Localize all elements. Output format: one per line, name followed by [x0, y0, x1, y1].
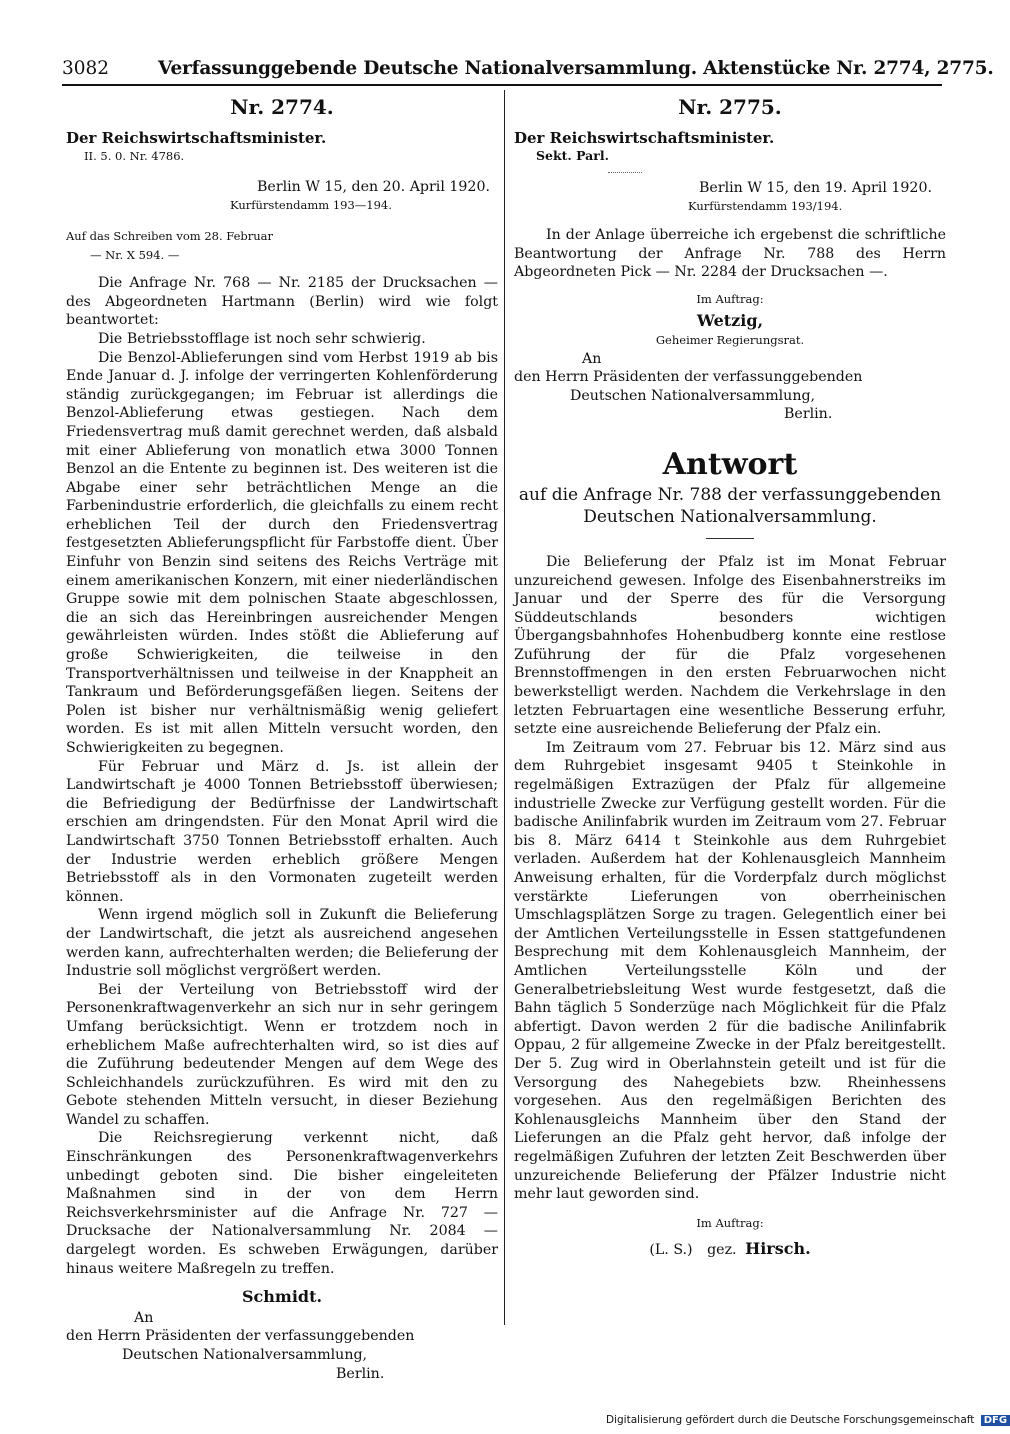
date-line: Berlin W 15, den 20. April 1920. — [257, 178, 490, 195]
footer-text: Digitalisierung gefördert durch die Deutsche Forschungsgemeinschaft — [606, 1414, 975, 1426]
reference-number: II. 5. 0. Nr. 4786. — [84, 149, 185, 164]
reference-letter: Auf das Schreiben vom 28. Februar — [66, 228, 274, 243]
running-title: Verfassunggebende Deutsche Nationalversammlung. Aktenstücke Nr. 2774, 2775. — [158, 58, 994, 79]
body-paragraph: Für Februar und März d. Js. ist allein der Landwirtschaft je 4000 Tonnen Betriebsstoff überwiesen; die Befriedigung der Bedürfnisse der Landwirtschaft erschien am dringendsten. Für den Monat April wird die Landwirtschaft 3750 Tonnen Betriebsstoff erhalten. Auch der Industrie werden erheblich größere Mengen Betriebsstoff als in den Vormonaten zugeteilt werden können. — [66, 758, 498, 905]
reference-letter-number: — Nr. X 594. — — [90, 247, 180, 262]
column-divider — [504, 90, 505, 1325]
separator — [608, 172, 642, 173]
antwort-subtitle: Deutschen Nationalversammlung. — [583, 506, 877, 527]
reference-section: Sekt. Parl. — [536, 148, 609, 164]
address-line: Kurfürstendamm 193—194. — [230, 198, 392, 213]
recipient-line: den Herrn Präsidenten der verfassunggebenden — [514, 369, 863, 386]
recipient-line: den Herrn Präsidenten der verfassunggebenden — [66, 1328, 415, 1345]
recipient-line: Deutschen Nationalversammlung, — [570, 387, 816, 404]
closing-line — [514, 1240, 946, 1260]
signature: Schmidt. — [241, 1287, 323, 1307]
body-paragraph: Die Reichsregierung verkennt nicht, daß Einschränkungen des Personenkraftwagenverkehrs unbedingt geboten sind. Die bisher eingeleiteten Maßnahmen sind in der von dem Herrn Reichsverkehrsminister auf die Anfrage Nr. 727 — Drucksache der Nationalversammlung Nr. 2084 — dargelegt worden. Es schweben Erwägungen, darüber hinaus weitere Maßregeln zu treffen. — [66, 1130, 498, 1277]
document-number-2775: Nr. 2775. — [678, 95, 782, 119]
recipient-line: Deutschen Nationalversammlung, — [122, 1347, 368, 1363]
dfg-logo: DFG — [981, 1415, 1010, 1426]
antwort-heading: Antwort — [662, 446, 798, 482]
left-column — [66, 96, 498, 1383]
recipient-city: Berlin. — [336, 1365, 385, 1382]
recipient-city: Berlin. — [784, 406, 833, 423]
body-paragraph: Die Belieferung der Pfalz ist im Monat Februar unzureichend gewesen. Infolge des Eisenbahnerstreiks im Januar und der Sperre des für die Versorgung Süddeutschlands besonders wichtigen Übergangsbahnhofes Hohenbudberg konnte eine restlose Zuführung der für die Pfalz vorgesehenen Brennstoffmengen in den ersten Februarwochen nicht bewerkstelligt werden. Nachdem die Verkehrslage in den letzten Februartagen eine wesentliche Besserung erfuhr, setzte eine ausreichende Belieferung der Pfalz ein. — [514, 553, 946, 738]
minister-heading: Der Reichswirtschaftsminister. — [66, 128, 327, 147]
body-paragraph: Bei der Verteilung von Betriebsstoff wird der Personenkraftwagenverkehr an sich nur in sehr geringem Umfang berücksichtigt. Wenn er trotzdem noch in erheblichem Maße aufrechterhalten wird, so ist dies auf die Zuführung bedeutender Mengen auf dem Wege des Schleichhandels zurückzuführen. Es wird mit den zu Gebote stehenden Mitteln versucht, in dieser Beziehung Wandel zu schaffen. — [66, 981, 498, 1128]
page-number: 3082 — [62, 58, 110, 79]
footer-credit — [606, 1414, 1010, 1426]
body-paragraph: Die Benzol-Ablieferungen sind vom Herbst 1919 ab bis Ende Januar d. J. infolge der verringerten Kohlenförderung ständig zurückgegangen; im Februar ist allerdings die Benzol-Ablieferung etwas gestiegen. Nach dem Friedensvertrag muß damit gerechnet werden, daß alsbald mit einer Ablieferung von monatlich etwa 3000 Tonnen Benzol an die Entente zu beginnen ist. Des weiteren ist die Abgabe einer sehr beträchtlichen Menge an die Farbenindustrie erforderlich, die gleichfalls zu einem recht erheblichen Teil der durch den Friedensvertrag festgesetzten Ablieferungspflicht für Farbstoffe dient. Über Einfuhr von Benzin sind seitens des Reichs Verträge mit einem amerikanischen Konzern, mit einer niederländischen Gruppe sowie mit dem polnischen Staate abgeschlossen, die an sich das Hereinbringen ausreichender Mengen gewährleisten würden. Indes stößt die Ablieferung auf große Schwierigkeiten, die teilweise in den Transportverhältnissen und teilweise in der Knappheit an Tankraum und Beförderungsgefäßen liegen. Seitens der Polen ist bisher nur verhältnismäßig wenig geliefert worden. Es ist mit allen Mitteln versucht worden, den Schwierigkeiten zu begegnen. — [66, 349, 498, 756]
im-auftrag: Im Auftrag: — [696, 1215, 764, 1230]
intro-paragraph: In der Anlage überreiche ich ergebenst die schriftliche Beantwortung der Anfrage Nr. 788 des Herrn Abgeordneten Pick — Nr. 2284 der Drucksachen —. — [514, 226, 946, 281]
right-column — [514, 96, 946, 1260]
date-line: Berlin W 15, den 19. April 1920. — [699, 179, 932, 196]
body-paragraph: Die Betriebsstofflage ist noch sehr schwierig. — [98, 330, 426, 347]
header-rule — [62, 84, 942, 86]
document-number-2774: Nr. 2774. — [230, 95, 334, 119]
recipient-an: An — [134, 1309, 154, 1326]
signature: Wetzig, — [696, 311, 764, 331]
address-line: Kurfürstendamm 193/194. — [688, 199, 843, 214]
body-paragraph: Im Zeitraum vom 27. Februar bis 12. März sind aus dem Ruhrgebiet insgesamt 9405 t Steinkohle in regelmäßigen Extrazügen der Pfalz für allgemeine industrielle Zwecke zur Verfügung gestellt worden. Für die badische Anilinfabrik wurden im Zeitraum vom 27. Februar bis 8. März 6414 t Steinkohle aus dem Ruhrgebiet verladen. Außerdem hat der Kohlenausgleich Mannheim Anweisung erhalten, für die Vorderpfalz durch möglichst verstärkte Lieferungen von oberrheinischen Umschlagsplätzen Sorge zu tragen. Gelegentlich einer bei der Amtlichen Verteilungsstelle in Essen stattgefundenen Besprechung mit dem Kohlenausgleich Mannheim, der Amtlichen Verteilungsstelle Köln und der Generalbetriebsleitung West wurde festgesetzt, daß die Bahn täglich 5 Sonderzüge nach Möglichkeit für die Pfalz abfertigt. Davon werden 2 für die badische Anilinfabrik Oppau, 2 für allgemeine Zwecke in der Pfalz bereitgestellt. Der 5. Zug wird in Oberlahnstein geteilt und ist für die Versorgung des Nahegebiets bzw. Rheinhessens vorgesehen. Aus den regelmäßigen Berichten des Kohlenausgleichs Mannheim über den Stand der Lieferungen an die Pfalz geht hervor, daß infolge der regelmäßigen Zufuhren der letzten Zeit Beschwerden über unzureichende Belieferung der Pfälzer Industrie nicht mehr laut geworden sind. — [514, 739, 946, 1203]
antwort-subtitle: auf die Anfrage Nr. 788 der verfassunggebenden — [518, 484, 942, 505]
final-signature: Hirsch. — [745, 1239, 811, 1259]
recipient-an: An — [582, 350, 602, 367]
im-auftrag: Im Auftrag: — [696, 291, 764, 306]
signature-title: Geheimer Regierungsrat. — [655, 332, 805, 347]
seal-mark: (L. S.) — [649, 1242, 693, 1259]
gez-label: gez. — [707, 1242, 737, 1259]
minister-heading: Der Reichswirtschaftsminister. — [514, 128, 775, 147]
body-paragraph: Wenn irgend möglich soll in Zukunft die Belieferung der Landwirtschaft, die jetzt als ausreichend angesehen werden kann, aufrechterhalten werden; die Belieferung der Industrie soll möglichst vergrößert werden. — [66, 907, 498, 980]
body-paragraph: Die Anfrage Nr. 768 — Nr. 2185 der Drucksachen — des Abgeordneten Hartmann (Berlin) wird wie folgt beantwortet: — [66, 275, 498, 329]
short-rule — [706, 538, 754, 539]
